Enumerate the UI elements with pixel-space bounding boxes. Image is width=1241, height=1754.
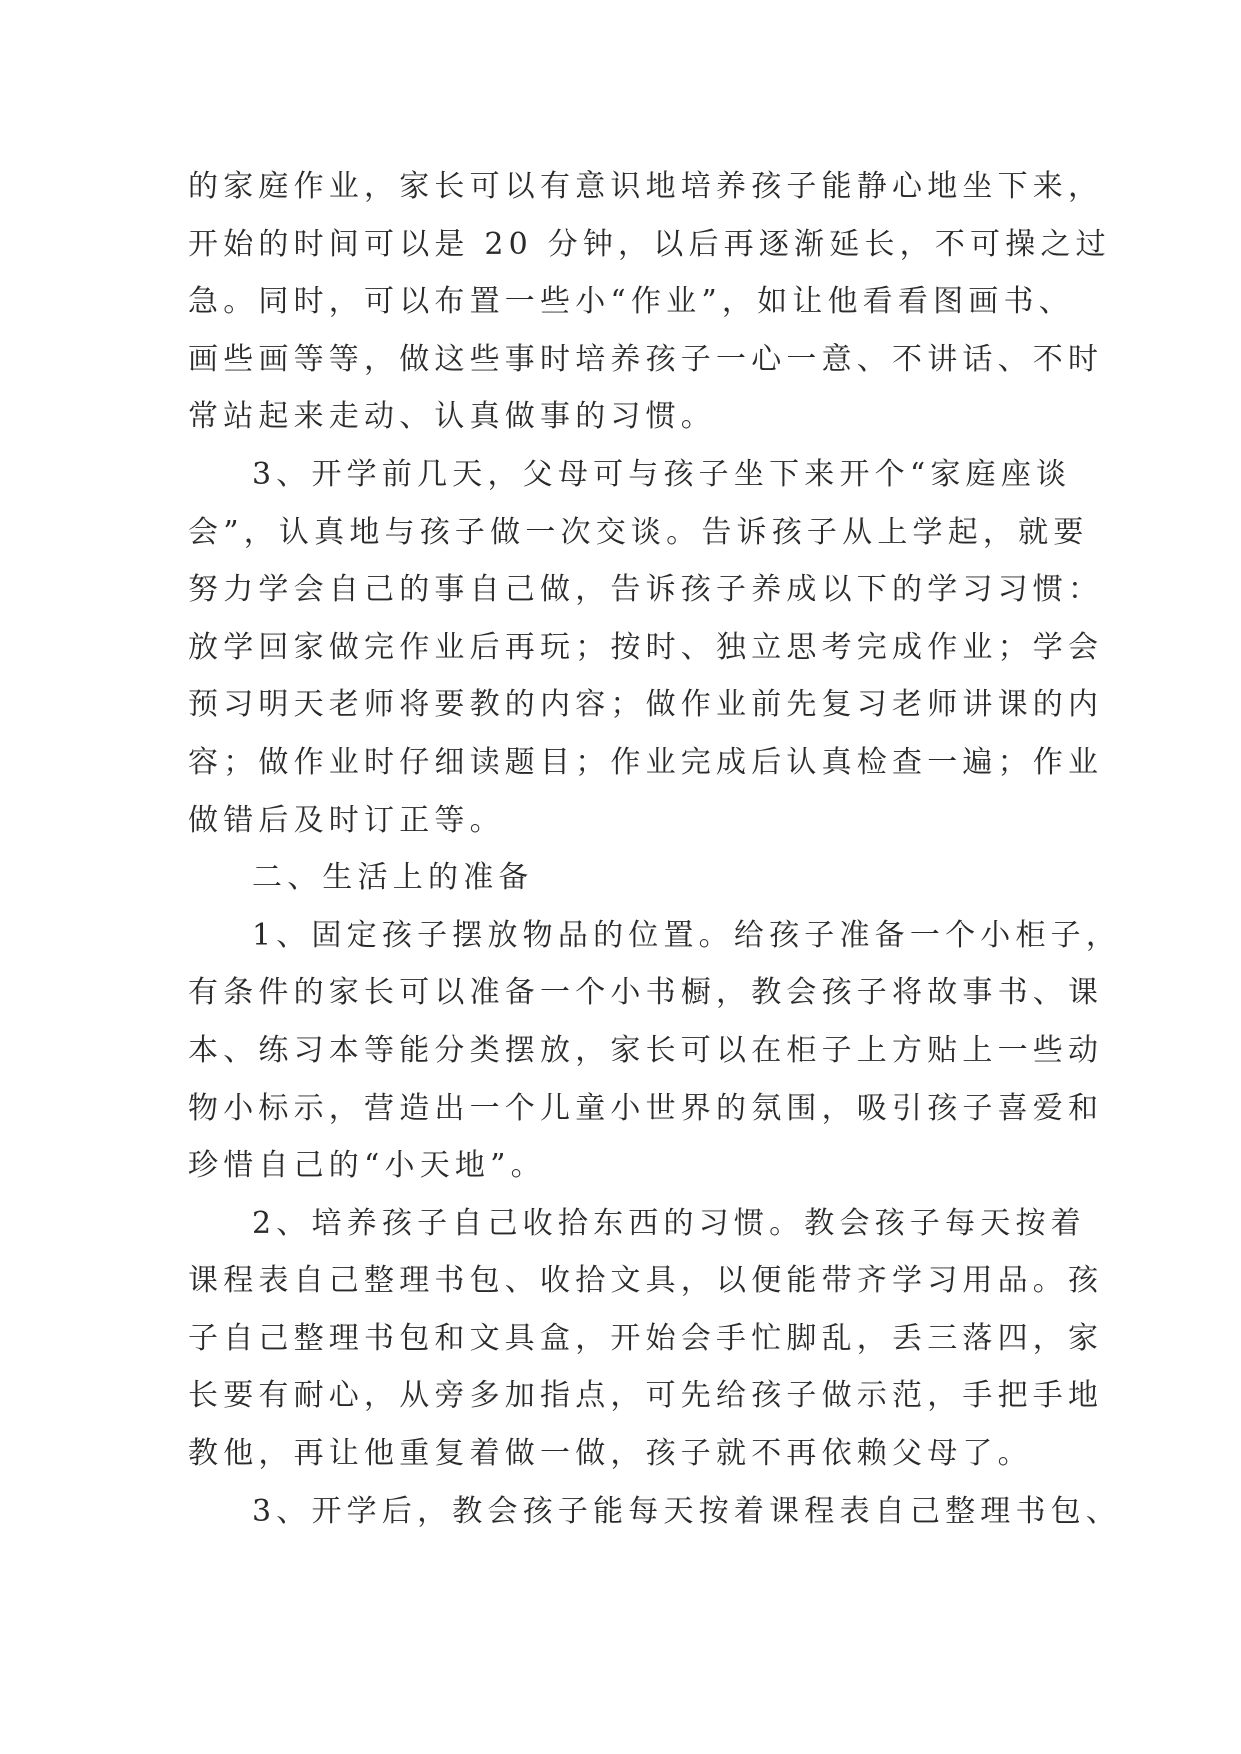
paragraph-start-line: 2、培养孩子自己收拾东西的习惯。教会孩子每天按着	[252, 1205, 1086, 1241]
text-line: 做错后及时订正等。	[188, 802, 505, 838]
text-line: 子自己整理书包和文具盒，开始会手忙脚乱，丢三落四，家	[188, 1320, 1104, 1356]
text-line: 本、练习本等能分类摆放，家长可以在柜子上方贴上一些动	[188, 1032, 1104, 1068]
text-line: 急。同时，可以布置一些小“作业”，如让他看看图画书、	[188, 284, 1074, 320]
text-line: 有条件的家长可以准备一个小书橱，教会孩子将故事书、课	[188, 975, 1104, 1011]
text-line: 物小标示，营造出一个儿童小世界的氛围，吸引孩子喜爱和	[188, 1090, 1104, 1126]
text-line: 画些画等等，做这些事时培养孩子一心一意、不讲话、不时	[188, 341, 1104, 377]
text-line: 常站起来走动、认真做事的习惯。	[188, 399, 716, 435]
paragraph-start-line: 3、开学前几天，父母可与孩子坐下来开个“家庭座谈	[252, 456, 1072, 492]
text-line: 长要有耐心，从旁多加指点，可先给孩子做示范，手把手地	[188, 1378, 1104, 1414]
text-line: 珍惜自己的“小天地”。	[188, 1148, 546, 1184]
body-text	[188, 158, 1122, 1540]
text-line: 开始的时间可以是 20 分钟，以后再逐渐延长，不可操之过	[188, 226, 1111, 262]
section-heading: 二、生活上的准备	[252, 860, 534, 896]
text-line: 预习明天老师将要教的内容；做作业前先复习老师讲课的内	[188, 687, 1104, 723]
text-line: 教他，再让他重复着做一做，孩子就不再依赖父母了。	[188, 1436, 1033, 1472]
text-line: 的家庭作业，家长可以有意识地培养孩子能静心地坐下来，	[188, 169, 1104, 204]
paragraph-start-line: 3、开学后，教会孩子能每天按着课程表自己整理书包、	[252, 1493, 1122, 1529]
text-line: 放学回家做完作业后再玩；按时、独立思考完成作业；学会	[188, 629, 1104, 665]
text-line: 努力学会自己的事自己做，告诉孩子养成以下的学习习惯：	[188, 572, 1104, 608]
text-line: 课程表自己整理书包、收拾文具，以便能带齐学习用品。孩	[188, 1263, 1104, 1299]
text-line: 容；做作业时仔细读题目；作业完成后认真检查一遍；作业	[188, 744, 1104, 780]
paragraph-start-line: 1、固定孩子摆放物品的位置。给孩子准备一个小柜子，	[252, 917, 1122, 953]
text-line: 会”，认真地与孩子做一次交谈。告诉孩子从上学起，就要	[188, 514, 1089, 550]
